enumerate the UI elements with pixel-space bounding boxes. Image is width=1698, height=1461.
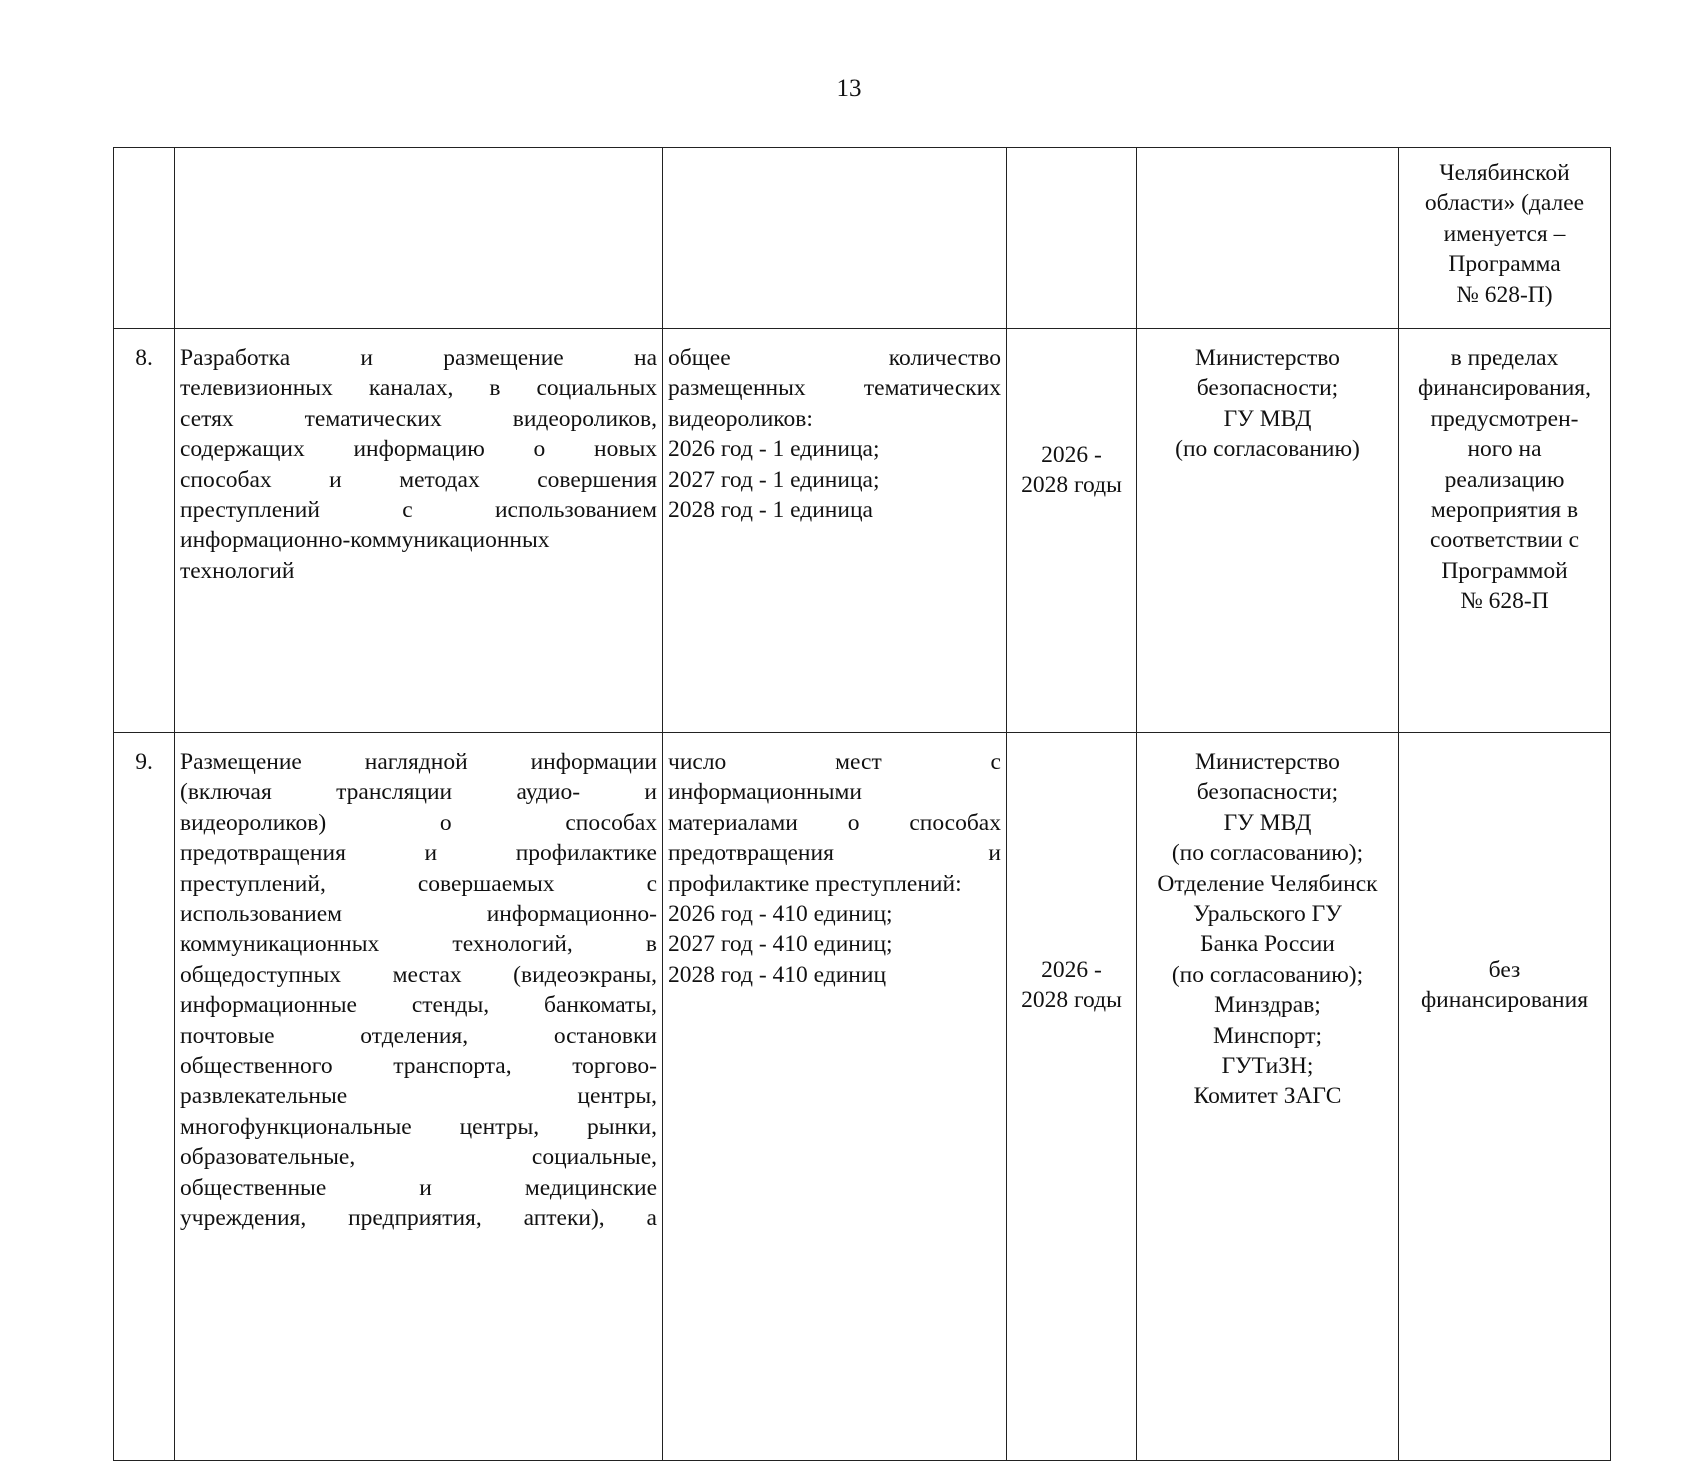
activity-line: технологий — [180, 557, 295, 584]
indicator-line: 2028 год - 410 единиц — [668, 961, 887, 988]
financing-line: Программой — [1441, 557, 1568, 584]
indicator-line: общее количество — [668, 345, 1001, 371]
financing-line: № 628-П — [1460, 588, 1549, 615]
cell-activity — [175, 148, 663, 329]
cell-period — [1007, 148, 1137, 329]
executor-line: (по согласованию); — [1171, 961, 1364, 988]
period-line: 2026 - — [1041, 442, 1102, 468]
executor-line: ГУТиЗН; — [1221, 1053, 1314, 1080]
indicator-line: 2028 год - 1 единица — [668, 497, 873, 524]
indicator-line: число мест с — [668, 749, 1001, 775]
executor-line: безопасности; — [1196, 375, 1339, 402]
financing-line: № 628-П) — [1456, 281, 1553, 308]
cell-financing — [1399, 148, 1611, 329]
executor-line: безопасности; — [1196, 779, 1339, 806]
activity-line: Размещение наглядной информации — [180, 749, 657, 775]
cell-activity — [175, 329, 663, 733]
activity-line: почтовые отделения, остановки — [180, 1022, 657, 1049]
activity-line: общедоступных местах (видеоэкраны, — [180, 961, 657, 988]
financing-line: Челябинской — [1439, 160, 1570, 186]
financing-line: без — [1488, 957, 1521, 983]
executor-line: Минздрав; — [1214, 992, 1321, 1019]
activity-line: телевизионных каналах, в социальных — [180, 375, 657, 402]
table-row — [114, 329, 1611, 733]
financing-line: именуется – — [1443, 220, 1566, 247]
activity-line: преступлений с использованием — [180, 497, 657, 524]
activity-line: многофункциональные центры, рынки, — [180, 1113, 657, 1140]
financing-line: Программа — [1448, 251, 1561, 278]
executor-line: Министерство — [1195, 345, 1340, 371]
executor-line: (по согласованию); — [1171, 840, 1364, 867]
cell-activity — [175, 733, 663, 1461]
table-row-continuation — [114, 148, 1611, 329]
activity-line: информационные стенды, банкоматы, — [180, 992, 657, 1019]
activity-line: образовательные, социальные, — [180, 1144, 657, 1171]
executor-line: Комитет ЗАГС — [1193, 1083, 1342, 1110]
activity-line: способах и методах совершения — [180, 466, 657, 493]
period-line: 2028 годы — [1021, 987, 1122, 1014]
financing-line: финансирования — [1420, 987, 1589, 1014]
activity-line: предотвращения и профилактике — [180, 840, 657, 867]
financing-line: мероприятия в — [1430, 497, 1579, 524]
indicator-line: профилактике преступлений: — [668, 870, 962, 897]
executor-line: (по согласованию) — [1175, 436, 1360, 463]
financing-line: соответствии с — [1429, 527, 1580, 554]
financing-line: финансирования, — [1418, 375, 1591, 402]
activity-line: общественные и медицинские — [180, 1174, 657, 1201]
financing-line: области» (далее — [1424, 190, 1585, 217]
period-line: 2026 - — [1041, 957, 1102, 983]
indicator-line: видеороликов: — [668, 405, 813, 432]
executor-line: ГУ МВД — [1223, 405, 1312, 432]
financing-line: ного на — [1467, 436, 1542, 463]
cell-executor — [1137, 733, 1399, 1461]
activity-line: сетях тематических видеороликов, — [180, 405, 657, 432]
indicator-line: материалами о способах — [668, 809, 1001, 836]
cell-period — [1007, 733, 1137, 1461]
cell-executor — [1137, 148, 1399, 329]
measures-table — [113, 147, 1611, 1461]
indicator-line: 2026 год - 410 единиц; — [668, 901, 893, 928]
activity-line: (включая трансляции аудио- и — [180, 779, 657, 806]
activity-line: Разработка и размещение на — [180, 345, 657, 371]
financing-line: предусмотрен- — [1430, 405, 1579, 432]
indicator-line: 2027 год - 1 единица; — [668, 466, 880, 493]
period-line: 2028 годы — [1021, 472, 1122, 499]
cell-indicator — [663, 329, 1007, 733]
indicator-line: информационными — [668, 779, 862, 806]
cell-period — [1007, 329, 1137, 733]
financing-line: в пределах — [1450, 345, 1559, 371]
cell-indicator — [663, 733, 1007, 1461]
activity-line: содержащих информацию о новых — [180, 436, 657, 463]
financing-line: реализацию — [1444, 466, 1565, 493]
activity-line: общественного транспорта, торгово- — [180, 1053, 657, 1080]
executor-line: Отделение Челябинск — [1157, 870, 1378, 897]
row-number: 8. — [114, 329, 175, 733]
executor-line: Минспорт; — [1212, 1022, 1323, 1049]
activity-line: использованием информационно- — [180, 901, 657, 928]
executor-line: Уральского ГУ — [1193, 901, 1342, 928]
cell-indicator — [663, 148, 1007, 329]
activity-line: развлекательные центры, — [180, 1083, 657, 1110]
executor-line: Банка России — [1200, 931, 1335, 958]
activity-line: информационно-коммуникационных — [180, 527, 550, 554]
cell-number — [114, 148, 175, 329]
executor-line: Министерство — [1195, 749, 1340, 775]
activity-line: учреждения, предприятия, аптеки), а — [180, 1205, 657, 1232]
indicator-line: 2026 год - 1 единица; — [668, 436, 880, 463]
activity-line: коммуникационных технологий, в — [180, 931, 657, 958]
indicator-line: 2027 год - 410 единиц; — [668, 931, 893, 958]
table-row — [114, 733, 1611, 1461]
row-number: 9. — [114, 733, 175, 1461]
cell-executor — [1137, 329, 1399, 733]
cell-financing — [1399, 329, 1611, 733]
activity-line: преступлений, совершаемых с — [180, 870, 657, 897]
executor-line: ГУ МВД — [1223, 809, 1312, 836]
indicator-line: предотвращения и — [668, 840, 1001, 867]
indicator-line: размещенных тематических — [668, 375, 1001, 402]
activity-line: видеороликов) о способах — [180, 809, 657, 836]
cell-financing — [1399, 733, 1611, 1461]
page-number: 13 — [836, 75, 862, 102]
